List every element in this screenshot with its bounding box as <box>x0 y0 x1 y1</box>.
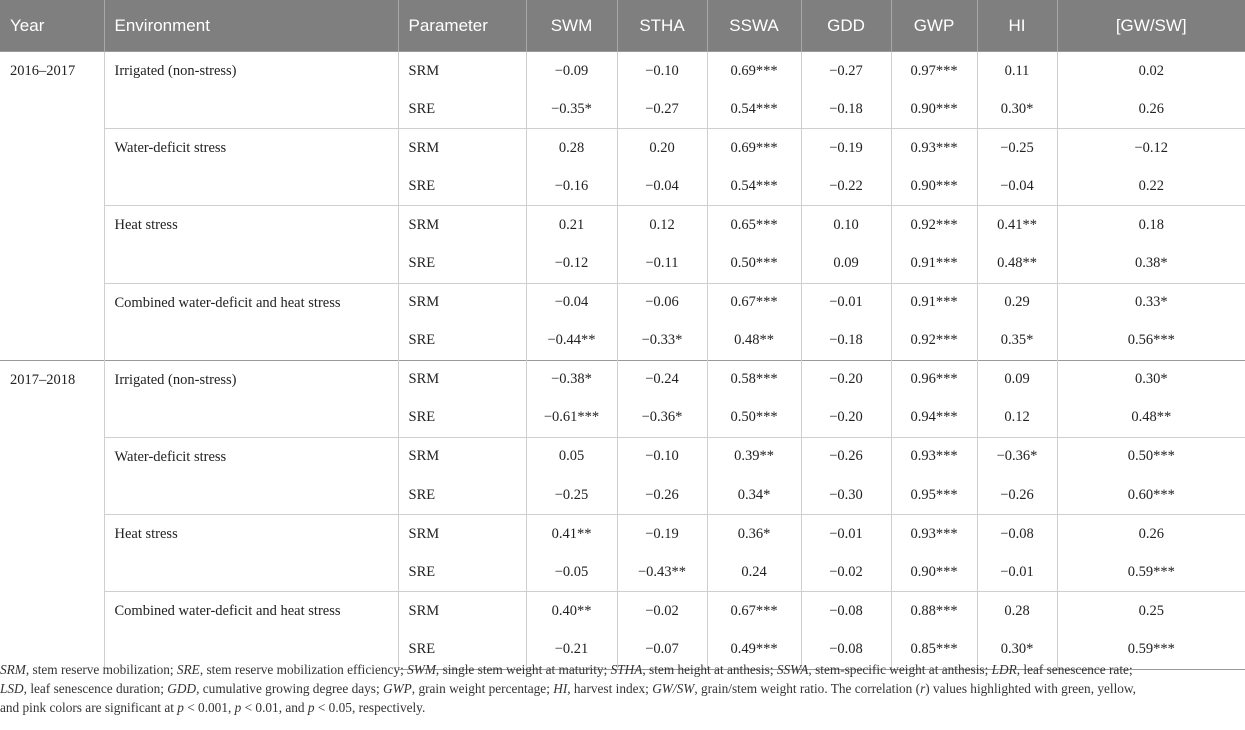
footnote-symbol: p <box>177 700 184 715</box>
environment-cell: Heat stress <box>104 206 398 283</box>
footnote-definition: grain/stem weight ratio <box>700 681 825 696</box>
value-cell: −0.11 <box>617 244 707 283</box>
environment-cell: Irrigated (non-stress) <box>104 360 398 437</box>
parameter-cell: SRE <box>398 553 526 592</box>
footnote-term: SRE <box>176 662 200 677</box>
value-cell: 0.26 <box>1057 515 1245 554</box>
environment-cell: Water-deficit stress <box>104 129 398 206</box>
value-cell: −0.25 <box>526 476 617 515</box>
value-cell: 0.50*** <box>1057 437 1245 476</box>
footnote-definition: leaf senescence rate <box>1023 662 1129 677</box>
parameter-cell: SRE <box>398 399 526 438</box>
parameter-cell: SRM <box>398 52 526 91</box>
value-cell: −0.12 <box>526 244 617 283</box>
value-cell: −0.27 <box>801 52 891 91</box>
value-cell: 0.91*** <box>891 283 977 322</box>
value-cell: 0.90*** <box>891 553 977 592</box>
footnote-definition: cumulative growing degree days <box>202 681 376 696</box>
year-cell: 2017–2018 <box>0 360 104 669</box>
value-cell: 0.58*** <box>707 360 801 399</box>
table-row <box>0 52 1245 91</box>
value-cell: −0.20 <box>801 399 891 438</box>
footnote-term: GWP <box>382 681 412 696</box>
footnote-text: The correlation ( <box>827 681 921 696</box>
value-cell: 0.93*** <box>891 437 977 476</box>
environment-cell: Combined water-deficit and heat stress <box>104 283 398 360</box>
footnote-text: < 0.001, <box>183 700 235 715</box>
table-row <box>0 515 1245 554</box>
value-cell: −0.01 <box>801 283 891 322</box>
header-gwp: GWP <box>891 0 977 52</box>
value-cell: −0.19 <box>617 515 707 554</box>
value-cell: 0.67*** <box>707 592 801 631</box>
parameter-cell: SRM <box>398 437 526 476</box>
value-cell: 0.34* <box>707 476 801 515</box>
value-cell: 0.50*** <box>707 244 801 283</box>
table-footnote: SRM, stem reserve mobilization; SRE, stem reserve mobilization efficiency; SWM, single stem weight at maturity; STHA, stem height at anthesis; SSWA, stem-specific weight at anthesis; LDR, leaf senescence rate; LSD, leaf senescence duration; GDD, cumulative growing degree days; GWP, grain weight percentage; HI, harvest index; GW/SW, grain/stem weight ratio. The correlation (r) values highlighted with green, yellow, and pink colors are significant at p < 0.001, p < 0.01, and p < 0.05, respectively. <box>0 662 1136 715</box>
value-cell: 0.54*** <box>707 90 801 129</box>
value-cell: 0.30* <box>1057 360 1245 399</box>
value-cell: 0.41** <box>526 515 617 554</box>
footnote-symbol: r <box>920 681 926 696</box>
value-cell: 0.67*** <box>707 283 801 322</box>
value-cell: 0.95*** <box>891 476 977 515</box>
value-cell: −0.30 <box>801 476 891 515</box>
value-cell: −0.35* <box>526 90 617 129</box>
footnote-term: SWM <box>407 662 436 677</box>
parameter-cell: SRE <box>398 322 526 361</box>
value-cell: 0.56*** <box>1127 332 1175 349</box>
value-cell: −0.26 <box>801 437 891 476</box>
header-environment: Environment <box>104 0 398 52</box>
value-cell: 0.12 <box>977 399 1057 438</box>
value-cell: 0.28 <box>977 592 1057 631</box>
footnote-symbol: p <box>307 700 315 715</box>
footnote-term: SSWA <box>776 662 809 677</box>
value-cell: 0.48** <box>707 322 801 361</box>
value-cell: 0.36* <box>707 515 801 554</box>
parameter-cell: SRM <box>398 283 526 322</box>
value-cell: −0.04 <box>977 167 1057 206</box>
value-cell: −0.07 <box>617 630 707 669</box>
value-cell: 0.90*** <box>891 167 977 206</box>
footnote-term: SRM <box>0 662 26 677</box>
value-cell: −0.26 <box>617 476 707 515</box>
value-cell: 0.59*** <box>1057 630 1245 669</box>
value-cell: 0.20 <box>617 129 707 168</box>
value-cell: 0.18 <box>1057 206 1245 245</box>
value-cell: 0.93*** <box>891 129 977 168</box>
parameter-cell: SRE <box>398 630 526 669</box>
value-cell: −0.10 <box>617 437 707 476</box>
value-cell: −0.06 <box>617 283 707 322</box>
table-row <box>0 437 1245 476</box>
footnote-definition: single stem weight at maturity <box>442 662 604 677</box>
table-body <box>0 52 1245 670</box>
value-cell: 0.65*** <box>707 206 801 245</box>
value-cell: −0.21 <box>526 630 617 669</box>
value-cell: 0.30* <box>977 90 1057 129</box>
value-cell: 0.91*** <box>891 244 977 283</box>
value-cell: −0.18 <box>801 90 891 129</box>
table-row <box>0 360 1245 399</box>
value-cell: −0.02 <box>801 553 891 592</box>
parameter-cell: SRM <box>398 360 526 399</box>
footnote-definition: stem-specific weight at anthesis <box>815 662 985 677</box>
value-cell: 0.69*** <box>707 52 801 91</box>
value-cell: 0.22 <box>1138 177 1164 194</box>
table-row <box>0 592 1245 631</box>
value-cell: −0.24 <box>617 360 707 399</box>
parameter-cell: SRM <box>398 592 526 631</box>
environment-cell: Heat stress <box>104 515 398 592</box>
value-cell: −0.33* <box>617 322 707 361</box>
table-row <box>0 206 1245 245</box>
value-cell: −0.27 <box>617 90 707 129</box>
value-cell: −0.02 <box>617 592 707 631</box>
value-cell: 0.49*** <box>707 630 801 669</box>
value-cell: 0.96*** <box>891 360 977 399</box>
value-cell: −0.61*** <box>526 399 617 438</box>
value-cell: 0.69*** <box>707 129 801 168</box>
footnote-definition: harvest index <box>573 681 646 696</box>
value-cell: 0.85*** <box>891 630 977 669</box>
value-cell: 0.09 <box>977 360 1057 399</box>
value-cell: −0.19 <box>801 129 891 168</box>
table-row <box>0 283 1245 322</box>
value-cell: 0.02 <box>1057 52 1245 91</box>
value-cell: −0.04 <box>617 167 707 206</box>
value-cell: −0.09 <box>526 52 617 91</box>
footnote-text: < 0.05, respectively. <box>314 700 426 715</box>
value-cell: 0.24 <box>707 553 801 592</box>
value-cell: 0.48** <box>1131 409 1172 426</box>
environment-cell: Combined water-deficit and heat stress <box>104 592 398 669</box>
value-cell: 0.33* <box>1057 283 1245 322</box>
value-cell: −0.26 <box>977 476 1057 515</box>
header-stha: STHA <box>617 0 707 52</box>
value-cell: 0.59*** <box>1127 563 1175 580</box>
parameter-cell: SRE <box>398 476 526 515</box>
value-cell: 0.97*** <box>891 52 977 91</box>
value-cell: −0.36* <box>617 399 707 438</box>
value-cell: 0.93*** <box>891 515 977 554</box>
footnote-term: GDD <box>167 681 197 696</box>
value-cell: 0.21 <box>526 206 617 245</box>
footnote-term: STHA <box>610 662 643 677</box>
value-cell: 0.94*** <box>891 399 977 438</box>
header-row <box>0 0 1245 52</box>
value-cell: 0.09 <box>801 244 891 283</box>
value-cell: 0.12 <box>617 206 707 245</box>
header-parameter: Parameter <box>398 0 526 52</box>
value-cell: 0.29 <box>977 283 1057 322</box>
header-swm: SWM <box>526 0 617 52</box>
footnote-text: < 0.01, and <box>241 700 308 715</box>
parameter-cell: SRE <box>398 244 526 283</box>
environment-cell: Irrigated (non-stress) <box>104 52 398 129</box>
value-cell: −0.25 <box>977 129 1057 168</box>
header-gw-sw: [GW/SW] <box>1057 0 1245 52</box>
footnote-definition: stem height at anthesis <box>649 662 770 677</box>
value-cell: 0.39** <box>707 437 801 476</box>
value-cell: 0.92*** <box>891 206 977 245</box>
value-cell: 0.54*** <box>707 167 801 206</box>
header-hi: HI <box>977 0 1057 52</box>
footnote-definition: leaf senescence duration <box>30 681 161 696</box>
footnote-definition: grain weight percentage <box>418 681 547 696</box>
footnote-term: LSD <box>0 681 24 696</box>
value-cell: −0.22 <box>801 167 891 206</box>
value-cell: −0.20 <box>801 360 891 399</box>
value-cell: 0.41** <box>977 206 1057 245</box>
value-cell: 0.28 <box>526 129 617 168</box>
parameter-cell: SRM <box>398 206 526 245</box>
value-cell: 0.30* <box>977 630 1057 669</box>
value-cell: 0.38* <box>1134 255 1168 272</box>
value-cell: −0.04 <box>526 283 617 322</box>
table-header <box>0 0 1245 52</box>
header-gdd: GDD <box>801 0 891 52</box>
parameter-cell: SRM <box>398 129 526 168</box>
parameter-cell: SRM <box>398 515 526 554</box>
header-year: Year <box>0 0 104 52</box>
value-cell: −0.12 <box>1057 129 1245 168</box>
footnote-term: LDR <box>991 662 1017 677</box>
value-cell: 0.88*** <box>891 592 977 631</box>
year-cell: 2016–2017 <box>0 52 104 361</box>
footnote-term: GW/SW <box>652 681 695 696</box>
value-cell: −0.38* <box>526 360 617 399</box>
table-row <box>0 129 1245 168</box>
environment-cell: Water-deficit stress <box>104 437 398 514</box>
value-cell: 0.11 <box>977 52 1057 91</box>
value-cell: −0.44** <box>526 322 617 361</box>
footnote-text: ) values highlighted with green, yellow, and pink colors are significant at <box>0 681 1136 715</box>
value-cell: 0.48** <box>977 244 1057 283</box>
footnote-term: HI <box>553 681 568 696</box>
value-cell: −0.08 <box>801 592 891 631</box>
value-cell: −0.08 <box>801 630 891 669</box>
parameter-cell: SRE <box>398 90 526 129</box>
value-cell: 0.92*** <box>891 322 977 361</box>
value-cell: 0.05 <box>526 437 617 476</box>
value-cell: −0.01 <box>977 553 1057 592</box>
value-cell: −0.36* <box>977 437 1057 476</box>
value-cell: −0.10 <box>617 52 707 91</box>
header-sswa: SSWA <box>707 0 801 52</box>
footnote-definition: stem reserve mobilization <box>32 662 170 677</box>
value-cell: −0.43** <box>617 553 707 592</box>
value-cell: 0.35* <box>977 322 1057 361</box>
footnote-symbol: p <box>234 700 242 715</box>
parameter-cell: SRE <box>398 167 526 206</box>
footnote-definition: stem reserve mobilization efficiency <box>206 662 401 677</box>
value-cell: 0.26 <box>1138 100 1164 117</box>
value-cell: 0.60*** <box>1127 486 1175 503</box>
value-cell: −0.18 <box>801 322 891 361</box>
value-cell: −0.08 <box>977 515 1057 554</box>
value-cell: 0.25 <box>1057 592 1245 631</box>
value-cell: 0.90*** <box>891 90 977 129</box>
value-cell: 0.40** <box>526 592 617 631</box>
value-cell: 0.50*** <box>707 399 801 438</box>
value-cell: −0.05 <box>526 553 617 592</box>
value-cell: −0.16 <box>526 167 617 206</box>
value-cell: 0.10 <box>801 206 891 245</box>
value-cell: −0.01 <box>801 515 891 554</box>
